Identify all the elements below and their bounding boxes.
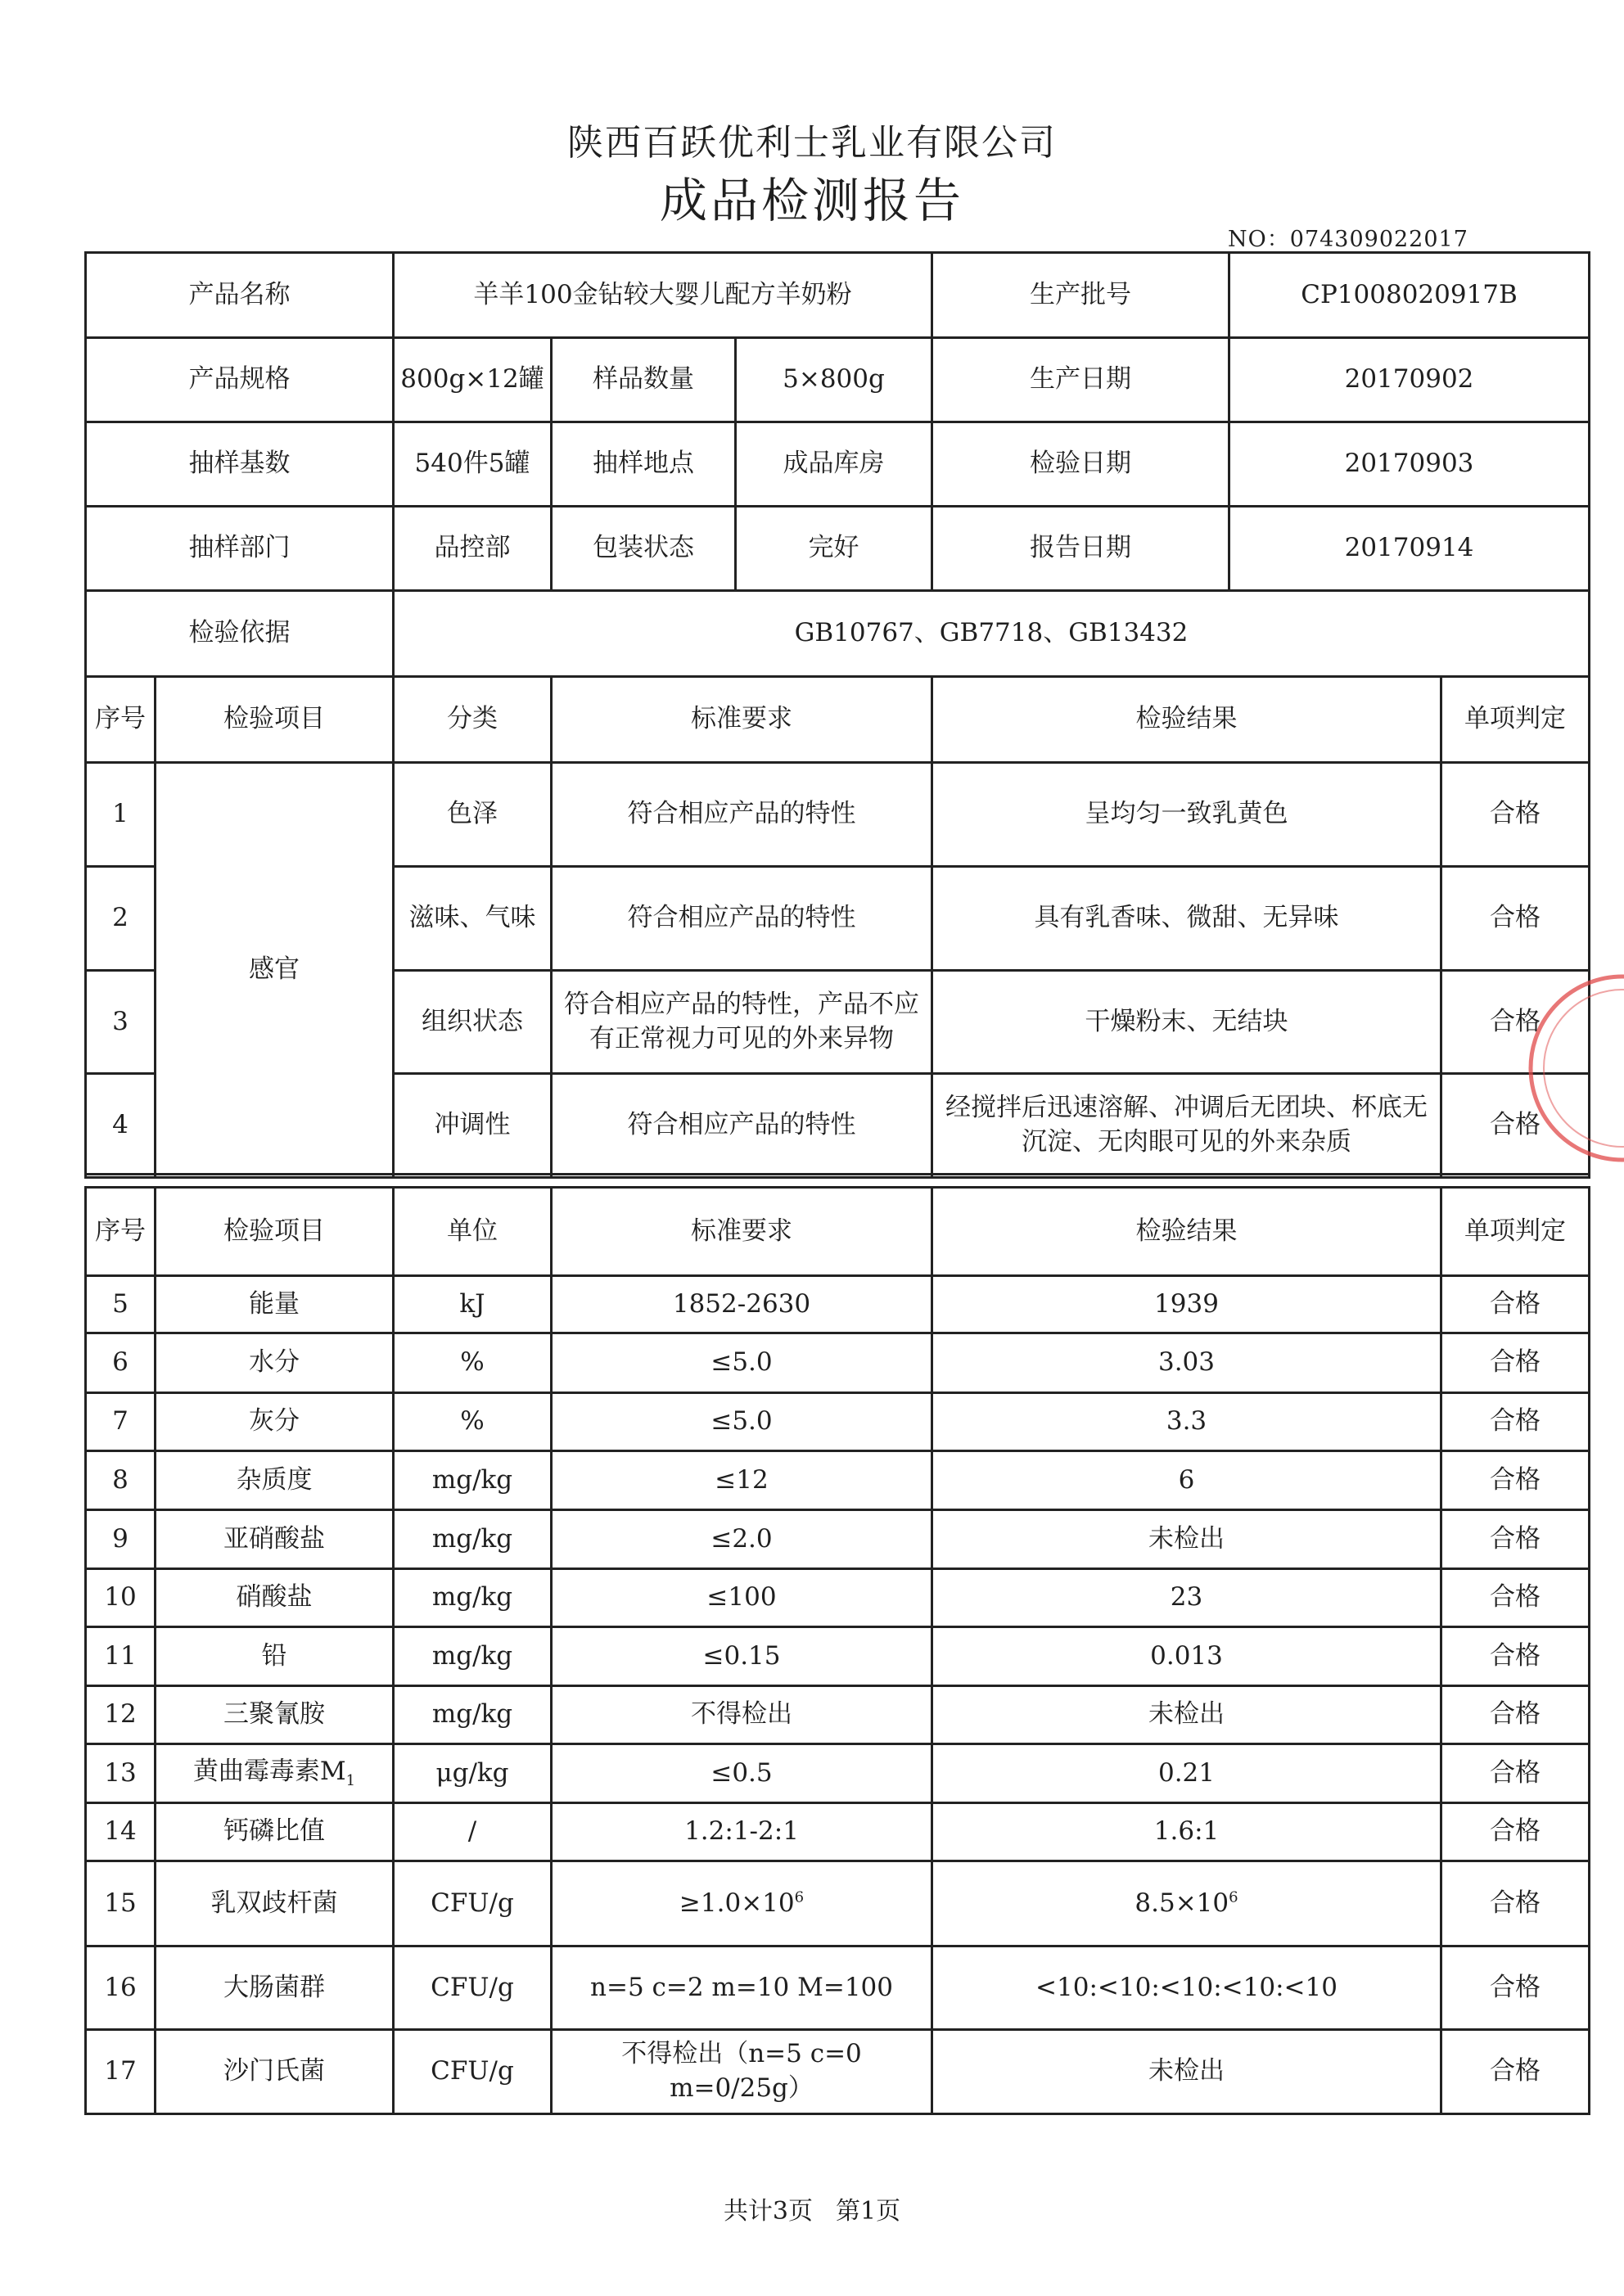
basis-value: GB10767、GB7718、GB13432 [394,591,1590,677]
row-no: 13 [86,1744,156,1803]
row-standard: ≤12 [552,1451,932,1510]
row-result: 1939 [932,1276,1441,1333]
row-judgement: 合格 [1441,1569,1590,1627]
row-judgement: 合格 [1441,1393,1590,1451]
col-header-standard: 标准要求 [552,1188,932,1276]
row-result [932,1861,1441,1946]
product-name-value: 羊羊100金钻较大婴儿配方羊奶粉 [394,253,932,338]
page-total: 共计3页 [723,2197,813,2226]
red-seal-stamp [1524,970,1624,1166]
row-category: 滋味、气味 [394,867,552,971]
row-judgement: 合格 [1441,1627,1590,1686]
table-row [86,763,1590,867]
row-result-exponent: 6 [1229,1888,1238,1906]
product-name-label: 产品名称 [86,253,394,338]
stamp-inner-ring [1544,990,1624,1147]
physchem-header-row [86,1188,1590,1276]
row-unit: CFU/g [394,2030,552,2114]
physchem-body [86,1276,1590,2114]
test-date-value: 20170903 [1229,422,1590,507]
row-item: 乳双歧杆菌 [156,1861,394,1946]
row-unit: mg/kg [394,1627,552,1686]
row-no: 12 [86,1686,156,1744]
spec-label: 产品规格 [86,338,394,422]
row-no: 3 [86,971,156,1074]
col-header-result: 检验结果 [932,677,1441,763]
col-header-judgement: 单项判定 [1441,677,1590,763]
row-result: 未检出 [932,2030,1441,2114]
col-header-result: 检验结果 [932,1188,1441,1276]
row-judgement: 合格 [1441,867,1590,971]
row-result: 未检出 [932,1686,1441,1744]
row-item: 灰分 [156,1393,394,1451]
row-unit: / [394,1803,552,1861]
prod-date-value: 20170902 [1229,338,1590,422]
row-item [156,1744,394,1803]
row-unit: mg/kg [394,1686,552,1744]
row-judgement: 合格 [1441,1510,1590,1569]
row-item: 亚硝酸盐 [156,1510,394,1569]
spec-value: 800g×12罐 [394,338,552,422]
base-value: 540件5罐 [394,422,552,507]
page-footer [0,2190,1624,2226]
info-row-product [86,253,1590,338]
row-no: 9 [86,1510,156,1569]
row-standard-base: ≥1.0×10 [679,1888,795,1918]
row-standard: ≤5.0 [552,1393,932,1451]
row-result: 0.013 [932,1627,1441,1686]
sensory-header-row [86,677,1590,763]
row-result: 6 [932,1451,1441,1510]
row-item: 硝酸盐 [156,1569,394,1627]
basis-label: 检验依据 [86,591,394,677]
dept-value: 品控部 [394,507,552,591]
sample-qty-label: 样品数量 [552,338,736,422]
row-unit: mg/kg [394,1510,552,1569]
row-item: 大肠菌群 [156,1946,394,2030]
row-standard: ≤0.5 [552,1744,932,1803]
row-item: 沙门氏菌 [156,2030,394,2114]
row-no: 17 [86,2030,156,2114]
row-unit: % [394,1393,552,1451]
row-judgement: 合格 [1441,2030,1590,2114]
row-no: 2 [86,867,156,971]
row-judgement: 合格 [1441,1744,1590,1803]
report-title: 成品检测报告 [659,173,964,228]
row-standard: ≤2.0 [552,1510,932,1569]
row-standard-exponent: 6 [794,1888,805,1906]
row-judgement: 合格 [1441,1074,1590,1178]
row-category: 色泽 [394,763,552,867]
row-judgement: 合格 [1441,1451,1590,1510]
batch-value: CP1008020917B [1229,253,1590,338]
row-no: 16 [86,1946,156,2030]
table-row [86,1569,1590,1627]
row-judgement: 合格 [1441,1333,1590,1393]
row-standard: ≤0.15 [552,1627,932,1686]
col-header-standard: 标准要求 [552,677,932,763]
row-standard: ≤5.0 [552,1333,932,1393]
info-row-dept [86,507,1590,591]
row-standard: n=5 c=2 m=10 M=100 [552,1946,932,2030]
pack-label: 包装状态 [552,507,736,591]
row-standard: 符合相应产品的特性 [552,1074,932,1178]
row-no: 15 [86,1861,156,1946]
place-label: 抽样地点 [552,422,736,507]
table-row [86,1744,1590,1803]
row-item-subscript: 1 [345,1772,356,1790]
row-no: 7 [86,1393,156,1451]
sensory-group: 感官 [156,763,394,1178]
row-result: 3.3 [932,1393,1441,1451]
table-row [86,1393,1590,1451]
row-judgement: 合格 [1441,763,1590,867]
row-result: <10:<10:<10:<10:<10 [932,1946,1441,2030]
info-row-base [86,422,1590,507]
row-item: 三聚氰胺 [156,1686,394,1744]
row-judgement: 合格 [1441,971,1590,1074]
table-row [86,1686,1590,1744]
table-row [86,1451,1590,1510]
row-no: 5 [86,1276,156,1333]
row-unit: μg/kg [394,1744,552,1803]
row-standard: 不得检出（n=5 c=0 m=0/25g） [552,2030,932,2114]
row-item: 铅 [156,1627,394,1686]
row-standard: ≤100 [552,1569,932,1627]
row-result-base: 8.5×10 [1135,1888,1229,1918]
row-category: 冲调性 [394,1074,552,1178]
col-header-judgement: 单项判定 [1441,1188,1590,1276]
row-category: 组织状态 [394,971,552,1074]
row-judgement: 合格 [1441,1803,1590,1861]
row-no: 11 [86,1627,156,1686]
test-date-label: 检验日期 [932,422,1229,507]
physchem-table [84,1186,1590,2115]
row-no: 6 [86,1333,156,1393]
row-no: 4 [86,1074,156,1178]
row-result: 干燥粉末、无结块 [932,971,1441,1074]
dept-label: 抽样部门 [86,507,394,591]
row-item-letter: M [319,1757,346,1787]
row-item: 杂质度 [156,1451,394,1510]
row-item-text: 黄曲霉毒素 [192,1757,320,1787]
row-judgement: 合格 [1441,1686,1590,1744]
row-item: 水分 [156,1333,394,1393]
row-no: 8 [86,1451,156,1510]
row-standard: 1852-2630 [552,1276,932,1333]
prod-date-label: 生产日期 [932,338,1229,422]
info-row-basis [86,591,1590,677]
row-standard: 1.2:1-2:1 [552,1803,932,1861]
table-row [86,2030,1590,2114]
col-header-unit: 单位 [394,1188,552,1276]
row-judgement: 合格 [1441,1861,1590,1946]
row-unit: CFU/g [394,1946,552,2030]
row-result: 未检出 [932,1510,1441,1569]
page-current: 第1页 [836,2197,901,2226]
pack-value: 完好 [736,507,932,591]
row-unit: kJ [394,1276,552,1333]
report-date-value: 20170914 [1229,507,1590,591]
row-judgement: 合格 [1441,1946,1590,2030]
row-unit: mg/kg [394,1569,552,1627]
company-name: 陕西百跃优利士乳业有限公司 [567,122,1057,164]
table-row [86,1333,1590,1393]
row-unit: % [394,1333,552,1393]
row-result: 3.03 [932,1333,1441,1393]
row-result: 经搅拌后迅速溶解、冲调后无团块、杯底无沉淀、无肉眼可见的外来杂质 [932,1074,1441,1178]
col-header-item: 检验项目 [156,1188,394,1276]
sample-qty-value: 5×800g [736,338,932,422]
row-judgement: 合格 [1441,1276,1590,1333]
table-divider [84,1173,1588,1175]
table-row [86,1803,1590,1861]
row-unit: CFU/g [394,1861,552,1946]
row-no: 14 [86,1803,156,1861]
report-date-label: 报告日期 [932,507,1229,591]
row-result: 23 [932,1569,1441,1627]
info-row-spec [86,338,1590,422]
place-value: 成品库房 [736,422,932,507]
table-row [86,1946,1590,2030]
col-header-item: 检验项目 [156,677,394,763]
batch-label: 生产批号 [932,253,1229,338]
info-and-sensory-table [84,251,1590,1179]
table-row [86,1510,1590,1569]
row-unit: mg/kg [394,1451,552,1510]
col-header-category: 分类 [394,677,552,763]
table-row [86,1627,1590,1686]
row-standard: 符合相应产品的特性 [552,867,932,971]
base-label: 抽样基数 [86,422,394,507]
row-standard: 符合相应产品的特性，产品不应有正常视力可见的外来异物 [552,971,932,1074]
col-header-no: 序号 [86,1188,156,1276]
report-number: NO：074309022017 [1228,227,1468,252]
table-row [86,1861,1590,1946]
row-item: 能量 [156,1276,394,1333]
row-no: 10 [86,1569,156,1627]
row-standard: 符合相应产品的特性 [552,763,932,867]
row-no: 1 [86,763,156,867]
table-row [86,1276,1590,1333]
row-result: 1.6:1 [932,1803,1441,1861]
row-item: 钙磷比值 [156,1803,394,1861]
row-standard: 不得检出 [552,1686,932,1744]
row-result: 呈均匀一致乳黄色 [932,763,1441,867]
row-result: 0.21 [932,1744,1441,1803]
row-standard [552,1861,932,1946]
col-header-no: 序号 [86,677,156,763]
row-result: 具有乳香味、微甜、无异味 [932,867,1441,971]
